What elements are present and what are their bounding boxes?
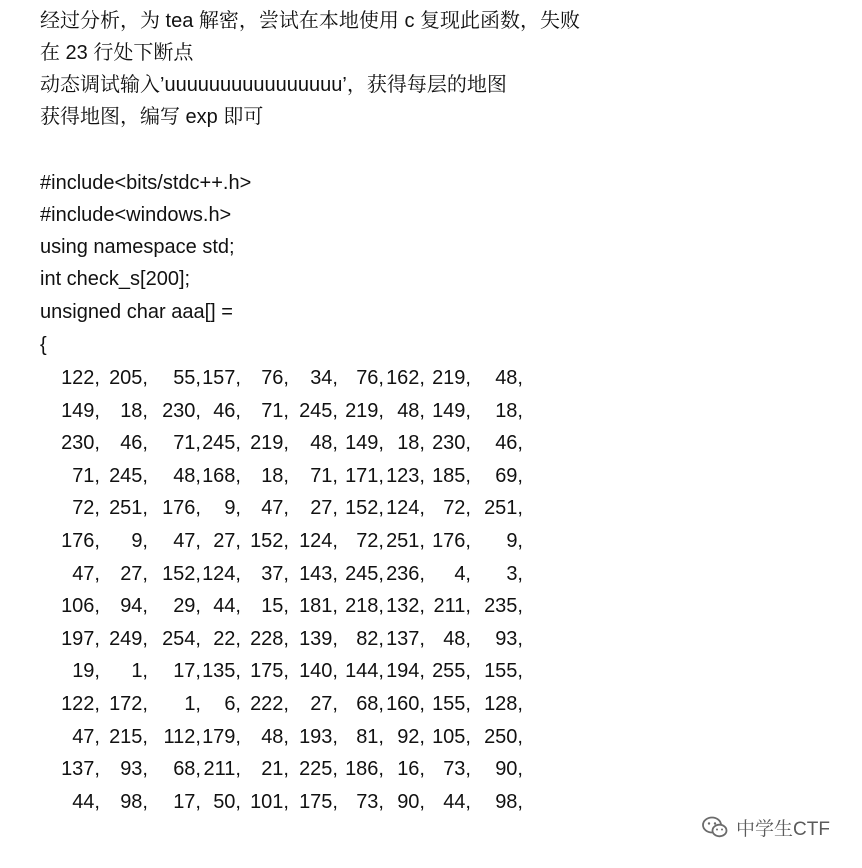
- array-value: 176,: [61, 530, 100, 552]
- array-value: 16,: [397, 758, 425, 781]
- array-value: 17,: [173, 790, 201, 813]
- array-value: 1,: [184, 693, 201, 715]
- array-value: 251,: [484, 497, 523, 520]
- array-value: 230,: [61, 432, 100, 455]
- array-value: 72,: [356, 530, 384, 552]
- array-value: 149,: [345, 432, 384, 455]
- array-value: 76,: [261, 367, 289, 389]
- array-value: 47,: [173, 530, 201, 552]
- array-value: 249,: [109, 627, 148, 650]
- array-value: 4,: [454, 562, 471, 585]
- array-value: 219,: [345, 399, 384, 422]
- array-value: 197,: [61, 627, 100, 650]
- array-value: 193,: [299, 725, 338, 748]
- array-value: 155,: [432, 693, 471, 715]
- array-value: 112,: [163, 725, 201, 748]
- array-value: 93,: [120, 758, 148, 781]
- array-value: 27,: [310, 693, 338, 715]
- array-value: 137,: [61, 758, 100, 781]
- array-value: 69,: [495, 464, 523, 487]
- array-value: 48,: [261, 725, 289, 748]
- array-value: 175,: [299, 790, 338, 813]
- array-value: 71,: [173, 432, 201, 455]
- array-value: 176,: [432, 530, 471, 552]
- array-value: 251,: [109, 497, 148, 520]
- array-value: 176,: [162, 497, 201, 520]
- array-value: 143,: [299, 562, 338, 585]
- array-value: 149,: [432, 399, 471, 422]
- array-value: 124,: [299, 530, 338, 552]
- array-value: 211,: [203, 758, 241, 781]
- watermark: [700, 812, 830, 842]
- array-value: 68,: [173, 758, 201, 781]
- array-value: 1,: [131, 660, 148, 683]
- array-value: 27,: [310, 497, 338, 520]
- array-value: 139,: [299, 627, 338, 650]
- array-value: 124,: [202, 562, 241, 585]
- array-value: 46,: [213, 399, 241, 422]
- array-value: 250,: [484, 725, 523, 748]
- array-value: 18,: [120, 399, 148, 422]
- array-value: 251,: [386, 530, 425, 552]
- array-value: 219,: [250, 432, 289, 455]
- array-value: 225,: [299, 758, 338, 781]
- array-value: 22,: [213, 627, 241, 650]
- array-value: 162,: [386, 367, 425, 389]
- array-value: 71,: [261, 399, 289, 422]
- array-value: 18,: [261, 464, 289, 487]
- array-value: 215,: [109, 725, 148, 748]
- array-value: 255,: [432, 660, 471, 683]
- array-value: 90,: [397, 790, 425, 813]
- array-value: 185,: [432, 464, 471, 487]
- array-value: 73,: [356, 790, 384, 813]
- array-value: 122,: [61, 693, 100, 715]
- array-value: 171,: [345, 464, 384, 487]
- array-value: 135,: [202, 660, 241, 683]
- code-line-1: #include<bits/stdc++.h>: [40, 172, 252, 194]
- array-value: 47,: [72, 562, 100, 585]
- array-value: 55,: [173, 367, 201, 389]
- array-value: 245,: [299, 399, 338, 422]
- array-value: 71,: [72, 464, 100, 487]
- array-value: 27,: [120, 562, 148, 585]
- array-value: 19,: [72, 660, 100, 683]
- array-value: 76,: [356, 367, 384, 389]
- array-value: 3,: [506, 562, 523, 585]
- array-value: 186,: [345, 758, 384, 781]
- array-value: 152,: [162, 562, 201, 585]
- array-value: 48,: [173, 464, 201, 487]
- array-value: 47,: [261, 497, 289, 520]
- array-value: 48,: [310, 432, 338, 455]
- text-line-2: 在 23 行处下断点: [40, 42, 194, 64]
- array-value: 149,: [61, 399, 100, 422]
- array-value: 168,: [202, 464, 241, 487]
- array-value: 254,: [162, 627, 201, 650]
- array-value: 245,: [109, 464, 148, 487]
- array-value: 236,: [386, 562, 425, 585]
- array-value: 152,: [345, 497, 384, 520]
- array-value: 72,: [443, 497, 471, 520]
- array-value: 47,: [72, 725, 100, 748]
- array-value: 124,: [386, 497, 425, 520]
- array-value: 132,: [386, 595, 425, 618]
- array-value: 21,: [261, 758, 289, 781]
- array-value: 205,: [109, 367, 148, 389]
- array-value: 98,: [495, 790, 523, 813]
- array-value: 29,: [173, 595, 201, 618]
- array-value: 194,: [386, 660, 425, 683]
- array-value: 68,: [356, 693, 384, 715]
- array-value: 230,: [162, 399, 201, 422]
- array-value: 152,: [250, 530, 289, 552]
- array-value: 92,: [397, 725, 425, 748]
- array-value: 48,: [443, 627, 471, 650]
- array-value: 44,: [72, 790, 100, 813]
- array-value: 181,: [299, 595, 338, 618]
- array-value: 6,: [224, 693, 241, 715]
- array-value: 137,: [386, 627, 425, 650]
- array-value: 44,: [443, 790, 471, 813]
- array-value: 218,: [345, 595, 384, 618]
- array-value: 172,: [109, 693, 148, 715]
- text-line-4: 获得地图，编写 exp 即可: [40, 106, 264, 128]
- array-value: 123,: [386, 464, 425, 487]
- array-value: 93,: [495, 627, 523, 650]
- array-value: 48,: [397, 399, 425, 422]
- array-value: 9,: [224, 497, 241, 520]
- array-value: 34,: [310, 367, 338, 389]
- array-value: 17,: [173, 660, 201, 683]
- code-line-2: #include<windows.h>: [40, 204, 232, 226]
- array-value: 15,: [261, 595, 289, 618]
- array-value: 211,: [433, 595, 471, 618]
- array-value: 160,: [386, 693, 425, 715]
- array-value: 230,: [432, 432, 471, 455]
- array-value: 179,: [202, 725, 241, 748]
- array-value: 219,: [432, 367, 471, 389]
- array-value: 101,: [250, 790, 289, 813]
- array-value: 122,: [61, 367, 100, 389]
- array-value: 27,: [213, 530, 241, 552]
- array-value: 71,: [310, 464, 338, 487]
- array-value: 98,: [120, 790, 148, 813]
- array-value: 72,: [72, 497, 100, 520]
- array-value: 44,: [213, 595, 241, 618]
- array-value: 37,: [261, 562, 289, 585]
- array-value: 9,: [131, 530, 148, 552]
- watermark-label: 中学生CTF: [736, 818, 830, 840]
- array-value: 46,: [120, 432, 148, 455]
- array-value: 105,: [432, 725, 471, 748]
- array-value: 245,: [202, 432, 241, 455]
- array-value: 46,: [495, 432, 523, 455]
- array-value: 90,: [495, 758, 523, 781]
- code-line-4: int check_s[200];: [40, 268, 191, 290]
- array-value: 81,: [356, 725, 384, 748]
- array-value: 175,: [250, 660, 289, 683]
- array-value: 144,: [345, 660, 384, 683]
- array-value: 82,: [356, 627, 384, 650]
- array-value: 48,: [495, 367, 523, 389]
- array-value: 235,: [484, 595, 523, 618]
- code-line-3: using namespace std;: [40, 236, 235, 258]
- array-value: 18,: [495, 399, 523, 422]
- array-value: 94,: [120, 595, 148, 618]
- text-line-3: 动态调试输入’uuuuuuuuuuuuuuuu’，获得每层的地图: [40, 74, 507, 96]
- array-value: 157,: [202, 367, 241, 389]
- code-line-5: unsigned char aaa[] =: [40, 301, 233, 323]
- array-value: 128,: [484, 693, 523, 715]
- array-value: 18,: [397, 432, 425, 455]
- array-value: 228,: [250, 627, 289, 650]
- array-value: 9,: [506, 530, 523, 552]
- array-value: 50,: [213, 790, 241, 813]
- code-line-6: {: [40, 334, 47, 356]
- array-value: 106,: [61, 595, 100, 618]
- text-line-1: 经过分析，为 tea 解密，尝试在本地使用 c 复现此函数，失败: [40, 10, 581, 32]
- wechat-icon: [700, 812, 730, 842]
- array-value: 245,: [345, 562, 384, 585]
- array-value: 222,: [250, 693, 289, 715]
- array-value: 155,: [484, 660, 523, 683]
- array-value: 73,: [443, 758, 471, 781]
- array-value: 140,: [299, 660, 338, 683]
